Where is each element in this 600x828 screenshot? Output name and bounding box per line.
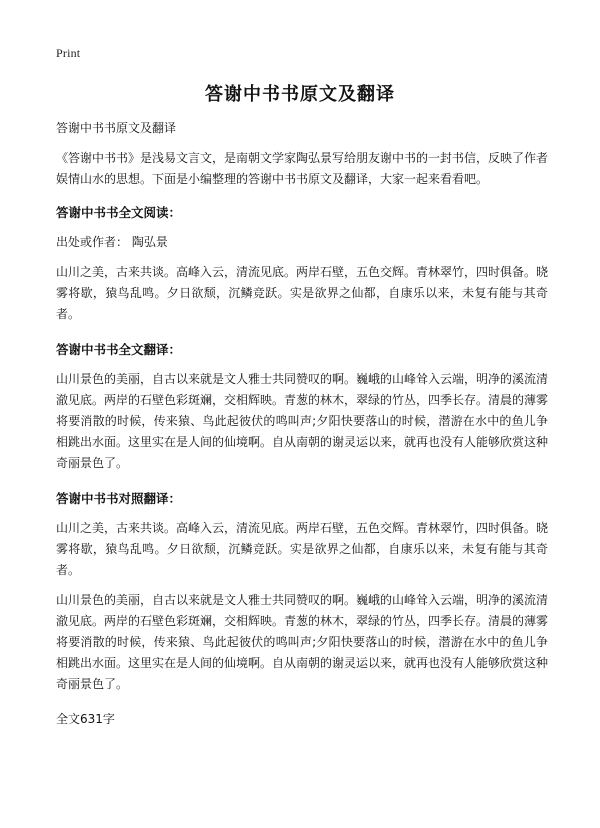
intro-paragraph: 《答谢中书书》是浅易文言文，是南朝文学家陶弘景写给朋友谢中书的一封书信，反映了作者娱情山水的思想。下面是小编整理的答谢中书书原文及翻译，大家一起来看看吧。 bbox=[56, 151, 549, 186]
page-title: 答谢中书书原文及翻译 bbox=[205, 84, 395, 105]
comparison-original-paragraph: 山川之美，古来共谈。高峰入云，清流见底。两岸石壁，五色交辉。青林翠竹，四时俱备。晓雾将歇，猿鸟乱鸣。夕日欲颓，沉鳞竞跃。实是欲界之仙都，自康乐以来，未复有能与其奇者。 bbox=[56, 521, 549, 577]
original-text-heading: 答谢中书书全文阅读： bbox=[56, 205, 182, 220]
article-body bbox=[56, 118, 548, 739]
translation-heading: 答谢中书书全文翻译： bbox=[56, 342, 182, 357]
translation-paragraph: 山川景色的美丽，自古以来就是文人雅士共同赞叹的啊。巍峨的山峰耸入云端，明净的溪流清澈见底。两岸的石壁色彩斑斓，交相辉映。青葱的林木，翠绿的竹丛，四季长存。清晨的薄雾将要消散的时候，传来猿、鸟此起彼伏的鸣叫声;夕阳快要落山的时候，潜游在水中的鱼儿争相跳出水面。这里实在是人间的仙境啊。自从南朝的谢灵运以来，就再也没有人能够欣赏这种奇丽景色了。 bbox=[56, 372, 549, 470]
print-link[interactable]: Print bbox=[56, 46, 81, 60]
original-text-paragraph: 山川之美，古来共谈。高峰入云，清流见底。两岸石壁，五色交辉。青林翠竹，四时俱备。晓雾将歇，猿鸟乱鸣。夕日欲颓，沉鳞竞跃。实是欲界之仙都，自康乐以来，未复有能与其奇者。 bbox=[56, 265, 549, 321]
comparison-translation-paragraph: 山川景色的美丽，自古以来就是文人雅士共同赞叹的啊。巍峨的山峰耸入云端，明净的溪流清澈见底。两岸的石壁色彩斑斓，交相辉映。青葱的林木，翠绿的竹丛，四季长存。清晨的薄雾将要消散的时候，传来猿、鸟此起彼伏的鸣叫声;夕阳快要落山的时候，潜游在水中的鱼儿争相跳出水面。这里实在是人间的仙境啊。自从南朝的谢灵运以来，就再也没有人能够欣赏这种奇丽景色了。 bbox=[56, 593, 549, 691]
comparison-heading: 答谢中书书对照翻译： bbox=[56, 491, 182, 506]
source-author: 出处或作者： 陶弘景 bbox=[56, 235, 168, 249]
word-count: 全文631字 bbox=[56, 712, 115, 726]
article-subtitle: 答谢中书书原文及翻译 bbox=[56, 121, 177, 135]
